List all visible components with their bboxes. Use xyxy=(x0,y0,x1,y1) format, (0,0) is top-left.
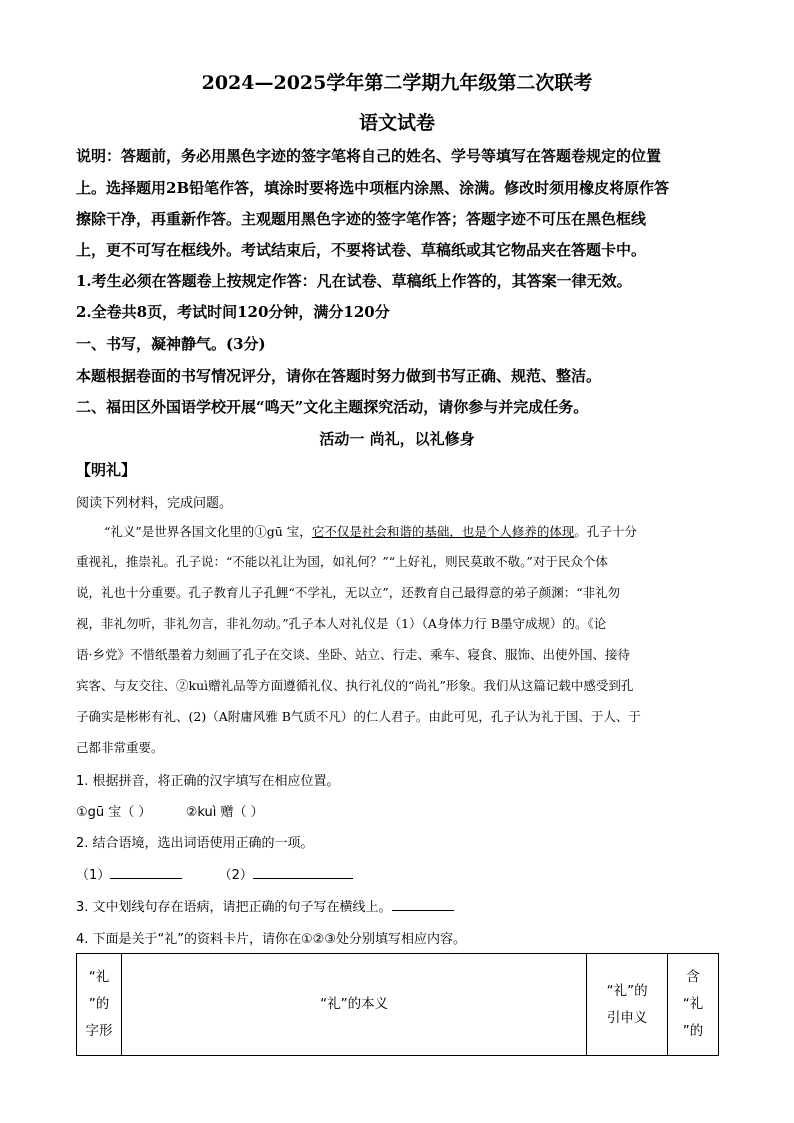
underlined-sentence: 它不仅是社会和谐的基础，也是个人修养的体现 xyxy=(311,524,575,539)
question-4: 4. 下面是关于“礼”的资料卡片，请你在①②③处分别填写相应内容。 xyxy=(76,932,466,947)
passage-line: 视，非礼勿听，非礼勿言，非礼勿动。”孔子本人对礼仪是（1）（A身体力行 B墨守成规）的。《论 xyxy=(76,616,607,631)
passage-line: 语·乡党》不惜纸墨着力刻画了孔子在交谈、坐卧、站立、行走、乘车、寝食、服饰、出使外国、接待 xyxy=(76,647,630,662)
card-text: ”的 xyxy=(88,996,110,1012)
answer-line-3[interactable] xyxy=(392,896,454,911)
card-text: 引申义 xyxy=(606,1009,648,1026)
passage-line: 说，礼也十分重要。孔子教育儿子孔鲤“不学礼，无以立”，还教育自己最得意的弟子颜渊：“非礼勿 xyxy=(76,585,621,600)
card-cell-containing xyxy=(668,954,719,1056)
card-text: 字形 xyxy=(85,1023,113,1039)
passage-line: 重视礼，推崇礼。孔子说：“不能以礼让为国，如礼何？”“上好礼，则民莫敢不敬。”对于民众个体 xyxy=(76,554,608,569)
instruction-line: 上。选择题用2B铅笔作答，填涂时要将选中项框内涂黑、涂满。修改时须用橡皮将原作答 xyxy=(76,179,670,197)
section1-heading: 一、书写，凝神静气。(3分) xyxy=(76,335,266,353)
section2-heading: 二、福田区外国语学校开展“鸣天”文化主题探究活动，请你参与并完成任务。 xyxy=(76,398,589,416)
answer-line-1[interactable] xyxy=(110,864,182,879)
question-3 xyxy=(76,896,718,915)
answer-blank-2[interactable]: ②kuì 赠（ ） xyxy=(185,805,264,820)
instruction-note-1: 1.考生必须在答题卷上按规定作答：凡在试卷、草稿纸上作答的，其答案一律无效。 xyxy=(76,272,632,290)
answer-label: （1） xyxy=(76,868,111,883)
card-text: ”的 xyxy=(682,1023,704,1039)
passage-text: 。孔子十分 xyxy=(574,524,637,539)
instruction-line: 擦除干净，再重新作答。主观题用黑色字迹的签字笔作答；答题字迹不可压在黑色框线 xyxy=(76,210,647,228)
exam-title: 2024—2025学年第二学期九年级第二次联考 xyxy=(201,72,593,94)
card-cell-glyph xyxy=(77,954,122,1056)
passage-line: 己都非常重要。 xyxy=(76,740,164,755)
card-cell-extended xyxy=(587,954,668,1056)
card-text: “礼 xyxy=(682,996,704,1012)
passage-text: “礼义”是世界各国文化里的①gū 宝， xyxy=(104,524,312,539)
info-card-table xyxy=(76,953,719,1056)
card-text: 含 xyxy=(686,969,700,985)
question-1: 1. 根据拼音，将正确的汉字填写在相应位置。 xyxy=(76,774,340,789)
passage-line: 宾客、与友交往、②kuì赠礼品等方面遵循礼仪、执行礼仪的“尚礼”形象。我们从这篇记载中感受到孔 xyxy=(76,678,634,693)
question-3-text: 3. 文中划线句存在语病，请把正确的句子写在横线上。 xyxy=(76,900,392,915)
exam-subtitle: 语文试卷 xyxy=(358,112,435,134)
passage-line: 子确实是彬彬有礼、(2)（A附庸风雅 B气质不凡）的仁人君子。由此可见，孔子认为礼于国、于人、于 xyxy=(76,709,641,724)
card-text: “礼”的 xyxy=(606,982,648,999)
instruction-note-2: 2.全卷共8页，考试时间120分钟，满分120分 xyxy=(76,303,390,321)
reading-instruction: 阅读下列材料，完成问题。 xyxy=(76,496,233,511)
answer-line-2[interactable] xyxy=(253,864,353,879)
question-1-blanks xyxy=(76,801,718,820)
instruction-line: 说明：答题前，务必用黑色字迹的签字笔将自己的姓名、学号等填写在答题卷规定的位置 xyxy=(76,147,662,165)
passage-line xyxy=(104,522,718,540)
section-bracket-heading: 【明礼】 xyxy=(76,461,137,479)
answer-blank-1[interactable]: ①gū 宝（ ） xyxy=(76,805,152,820)
question-2: 2. 结合语境，选出词语使用正确的一项。 xyxy=(76,836,314,851)
instruction-line: 上，更不可写在框线外。考试结束后，不要将试卷、草稿纸或其它物品夹在答题卡中。 xyxy=(76,241,647,259)
answer-label: （2） xyxy=(218,868,253,883)
activity-title: 活动一 尚礼，以礼修身 xyxy=(319,430,475,448)
section1-text: 本题根据卷面的书写情况评分，请你在答题时努力做到书写正确、规范、整洁。 xyxy=(76,367,602,385)
question-2-blanks xyxy=(76,864,718,883)
card-text: “礼 xyxy=(88,969,110,985)
card-cell-meaning: “礼”的本义 xyxy=(121,954,586,1056)
